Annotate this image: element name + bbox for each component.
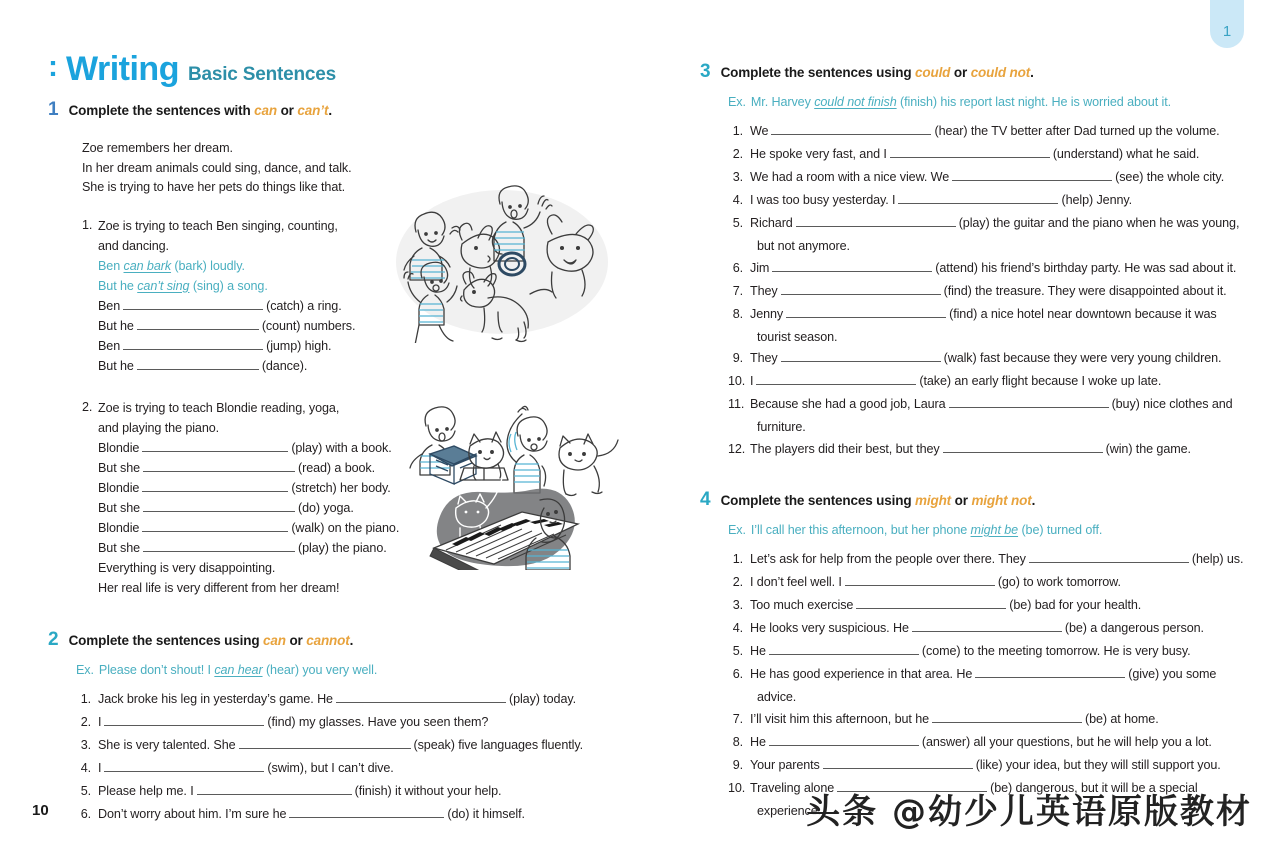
item-header-line: and dancing. (98, 238, 169, 253)
answer-blank[interactable] (197, 783, 352, 795)
question-row: 2. He spoke very fast, and I (understand) what he said. (732, 147, 1200, 161)
question-continuation: tourist season. (757, 329, 838, 344)
answer-blank[interactable] (336, 691, 506, 703)
exercise-4 (700, 490, 1252, 822)
example-label: Ex. (728, 523, 746, 537)
answer-blank[interactable] (756, 373, 916, 385)
right-column (700, 52, 1252, 822)
question-row: 5. Richard (play) the guitar and the piano when he was young, (732, 216, 1240, 230)
item-header-line: and playing the piano. (98, 420, 220, 435)
question-row: 11. Because she had a good job, Laura (buy) nice clothes and (728, 397, 1233, 411)
question-row: 9. Your parents (like) your idea, but they will still support you. (732, 757, 1221, 772)
fill-blank-line: But he (dance). (98, 358, 308, 373)
answer-blank[interactable] (772, 260, 932, 272)
answer-blank[interactable] (143, 460, 295, 472)
keyword-can: can (254, 103, 277, 118)
exercise-1-instruction: Complete the sentences with can or can’t. (68, 103, 333, 118)
question-continuation: furniture. (757, 420, 806, 434)
answer-blank[interactable] (771, 123, 931, 135)
intro-line: In her dream animals could sing, dance, and talk. (82, 160, 352, 175)
answer-blank[interactable] (769, 643, 919, 655)
title-colon-icon: : (48, 50, 57, 83)
question-row: 1. We (hear) the TV better after Dad turned up the volume. (732, 124, 1220, 138)
exercise-3-number: 3 (700, 61, 711, 82)
answer-blank[interactable] (1029, 551, 1189, 563)
exercise-3-questions (728, 121, 1252, 460)
answer-blank[interactable] (949, 396, 1109, 408)
exercise-4-heading (700, 490, 1252, 509)
exercise-1-number: 1 (48, 99, 59, 120)
question-row: 6. Jim (attend) his friend’s birthday party. He was sad about it. (732, 260, 1237, 275)
watermark: 头条 @幼少儿英语原版教材 (806, 792, 1252, 832)
exercise-4-questions (728, 549, 1252, 822)
question-row: 3. Too much exercise (be) bad for your health. (732, 598, 1142, 612)
fill-blank-line: Blondie (stretch) her body. (98, 480, 391, 495)
girl-cat-piano-illustration (408, 398, 623, 570)
question-row: 12. The players did their best, but they (win) the game. (728, 441, 1191, 456)
chapter-tab (1210, 0, 1244, 48)
keyword-might: might (915, 493, 952, 508)
question-row: 2. I don’t feel well. I (go) to work tomorrow. (732, 575, 1121, 589)
page-number: 10 (32, 802, 49, 819)
exercise-3-instruction: Complete the sentences using could or could not. (720, 65, 1034, 80)
keyword-could: could (915, 65, 951, 80)
answer-blank[interactable] (856, 597, 1006, 609)
question-row: 3. We had a room with a nice view. We (see) the whole city. (732, 170, 1225, 184)
question-row: 7. They (find) the treasure. They were disappointed about it. (732, 283, 1227, 298)
answer-blank[interactable] (932, 711, 1082, 723)
fill-blank-line: But she (play) the piano. (98, 540, 387, 555)
answer-blank[interactable] (781, 283, 941, 295)
item-header-line: Zoe is trying to teach Ben singing, counting, (98, 218, 338, 233)
answer-blank[interactable] (890, 146, 1050, 158)
answer-blank[interactable] (289, 806, 444, 818)
answer-blank[interactable] (104, 760, 264, 772)
exercise-4-instruction: Complete the sentences using might or might not. (720, 493, 1036, 508)
example-label: Ex. (76, 662, 94, 677)
answer-blank[interactable] (143, 540, 295, 552)
exercise-3-heading (700, 62, 1252, 81)
question-row: 5. Please help me. I (finish) it without your help. (80, 783, 502, 798)
answer-blank[interactable] (142, 480, 288, 492)
answer-blank[interactable] (786, 306, 946, 318)
question-row: 3. She is very talented. She (speak) five languages fluently. (80, 737, 583, 752)
question-row: 6. Don’t worry about him. I’m sure he (do) it himself. (80, 806, 525, 821)
answer-blank[interactable] (898, 192, 1058, 204)
item-header-line: Zoe is trying to teach Blondie reading, yoga, (98, 400, 340, 415)
exercise-4-number: 4 (700, 489, 711, 510)
exercise-2-questions (76, 689, 633, 826)
exercise-1-heading (48, 100, 633, 119)
item-number: 1. (82, 217, 93, 232)
answer-blank[interactable] (845, 574, 995, 586)
answer-blank[interactable] (143, 500, 295, 512)
chapter-tab-label: 1 (1222, 23, 1232, 40)
question-row: 4. I (swim), but I can’t dive. (80, 760, 394, 775)
answer-blank[interactable] (137, 318, 259, 330)
item-footer-line: Everything is very disappointing. (98, 560, 276, 575)
question-row: 8. He (answer) all your questions, but he will help you a lot. (732, 734, 1212, 749)
fill-blank-line: But he (count) numbers. (98, 318, 356, 333)
girl-teaching-dog-illustration (392, 178, 612, 343)
fill-blank-line: But she (do) yoga. (98, 500, 354, 515)
intro-line: She is trying to have her pets do things like that. (82, 180, 346, 194)
question-row: 1. Jack broke his leg in yesterday’s game. He (play) today. (80, 691, 577, 706)
answer-blank[interactable] (104, 714, 264, 726)
example-line: Ben can bark (bark) loudly. (98, 258, 245, 273)
answer-blank[interactable] (975, 666, 1125, 678)
answer-blank[interactable] (123, 298, 263, 310)
keyword-can: can (263, 632, 286, 648)
exercise-2-example: Ex. Please don’t shout! I can hear (hear) you very well. (76, 662, 378, 677)
question-row: 4. He looks very suspicious. He (be) a dangerous person. (732, 621, 1204, 635)
question-row: 2. I (find) my glasses. Have you seen them? (80, 714, 489, 729)
exercise-3-example: Ex. Mr. Harvey could not finish (finish) his report last night. He is worried about it. (728, 95, 1171, 109)
answer-blank[interactable] (239, 737, 411, 749)
exercise-4-example: Ex. I’ll call her this afternoon, but her phone might be (be) turned off. (728, 523, 1103, 537)
exercise-3 (700, 62, 1252, 460)
fill-blank-line: Ben (jump) high. (98, 338, 332, 353)
title-main: Writing (66, 50, 179, 88)
keyword-could-not: could not (970, 65, 1031, 80)
exercise-2-instruction: Complete the sentences using can or cannot. (68, 632, 354, 648)
question-row: 10. I (take) an early flight because I woke up late. (728, 374, 1162, 388)
exercise-2 (48, 630, 633, 826)
example-label: Ex. (728, 95, 746, 109)
answer-blank[interactable] (142, 520, 288, 532)
fill-blank-line: Blondie (walk) on the piano. (98, 520, 400, 535)
example-line: But he can’t sing (sing) a song. (98, 278, 268, 293)
answer-blank[interactable] (943, 441, 1103, 453)
question-continuation: experience. (757, 803, 822, 818)
answer-blank[interactable] (137, 358, 259, 370)
question-continuation: advice. (757, 690, 797, 704)
question-row: 5. He (come) to the meeting tomorrow. He is very busy. (732, 644, 1191, 658)
question-row: 1. Let’s ask for help from the people over there. They (help) us. (732, 552, 1244, 566)
answer-blank[interactable] (123, 338, 263, 350)
answer-blank[interactable] (796, 215, 956, 227)
intro-line: Zoe remembers her dream. (82, 141, 233, 155)
exercise-2-number: 2 (48, 628, 59, 650)
keyword-might-not: might not (971, 493, 1032, 508)
fill-blank-line: But she (read) a book. (98, 460, 376, 475)
question-row: 6. He has good experience in that area. He (give) you some (732, 667, 1217, 681)
fill-blank-line: Ben (catch) a ring. (98, 298, 342, 313)
fill-blank-line: Blondie (play) with a book. (98, 440, 392, 455)
exercise-2-heading (48, 630, 633, 649)
keyword-cannot: cannot (306, 632, 350, 648)
page-title (48, 52, 633, 86)
question-row: 10. Traveling alone (be) dangerous, but it will be a special (728, 780, 1198, 795)
question-row: 8. Jenny (find) a nice hotel near downtown because it was (732, 306, 1217, 321)
title-subtitle: Basic Sentences (187, 64, 336, 85)
question-row: 7. I’ll visit him this afternoon, but he (be) at home. (732, 711, 1159, 726)
item-number: 2. (82, 399, 93, 414)
question-continuation: but not anymore. (757, 239, 850, 253)
keyword-cant: can’t (297, 103, 329, 118)
question-row: 9. They (walk) fast because they were very young children. (732, 351, 1222, 365)
item-footer-line: Her real life is very different from her dream! (98, 580, 340, 595)
answer-blank[interactable] (769, 734, 919, 746)
answer-blank[interactable] (142, 440, 288, 452)
answer-blank[interactable] (952, 169, 1112, 181)
answer-blank[interactable] (781, 350, 941, 362)
answer-blank[interactable] (823, 757, 973, 769)
answer-blank[interactable] (912, 620, 1062, 632)
question-row: 4. I was too busy yesterday. I (help) Jenny. (732, 193, 1133, 207)
